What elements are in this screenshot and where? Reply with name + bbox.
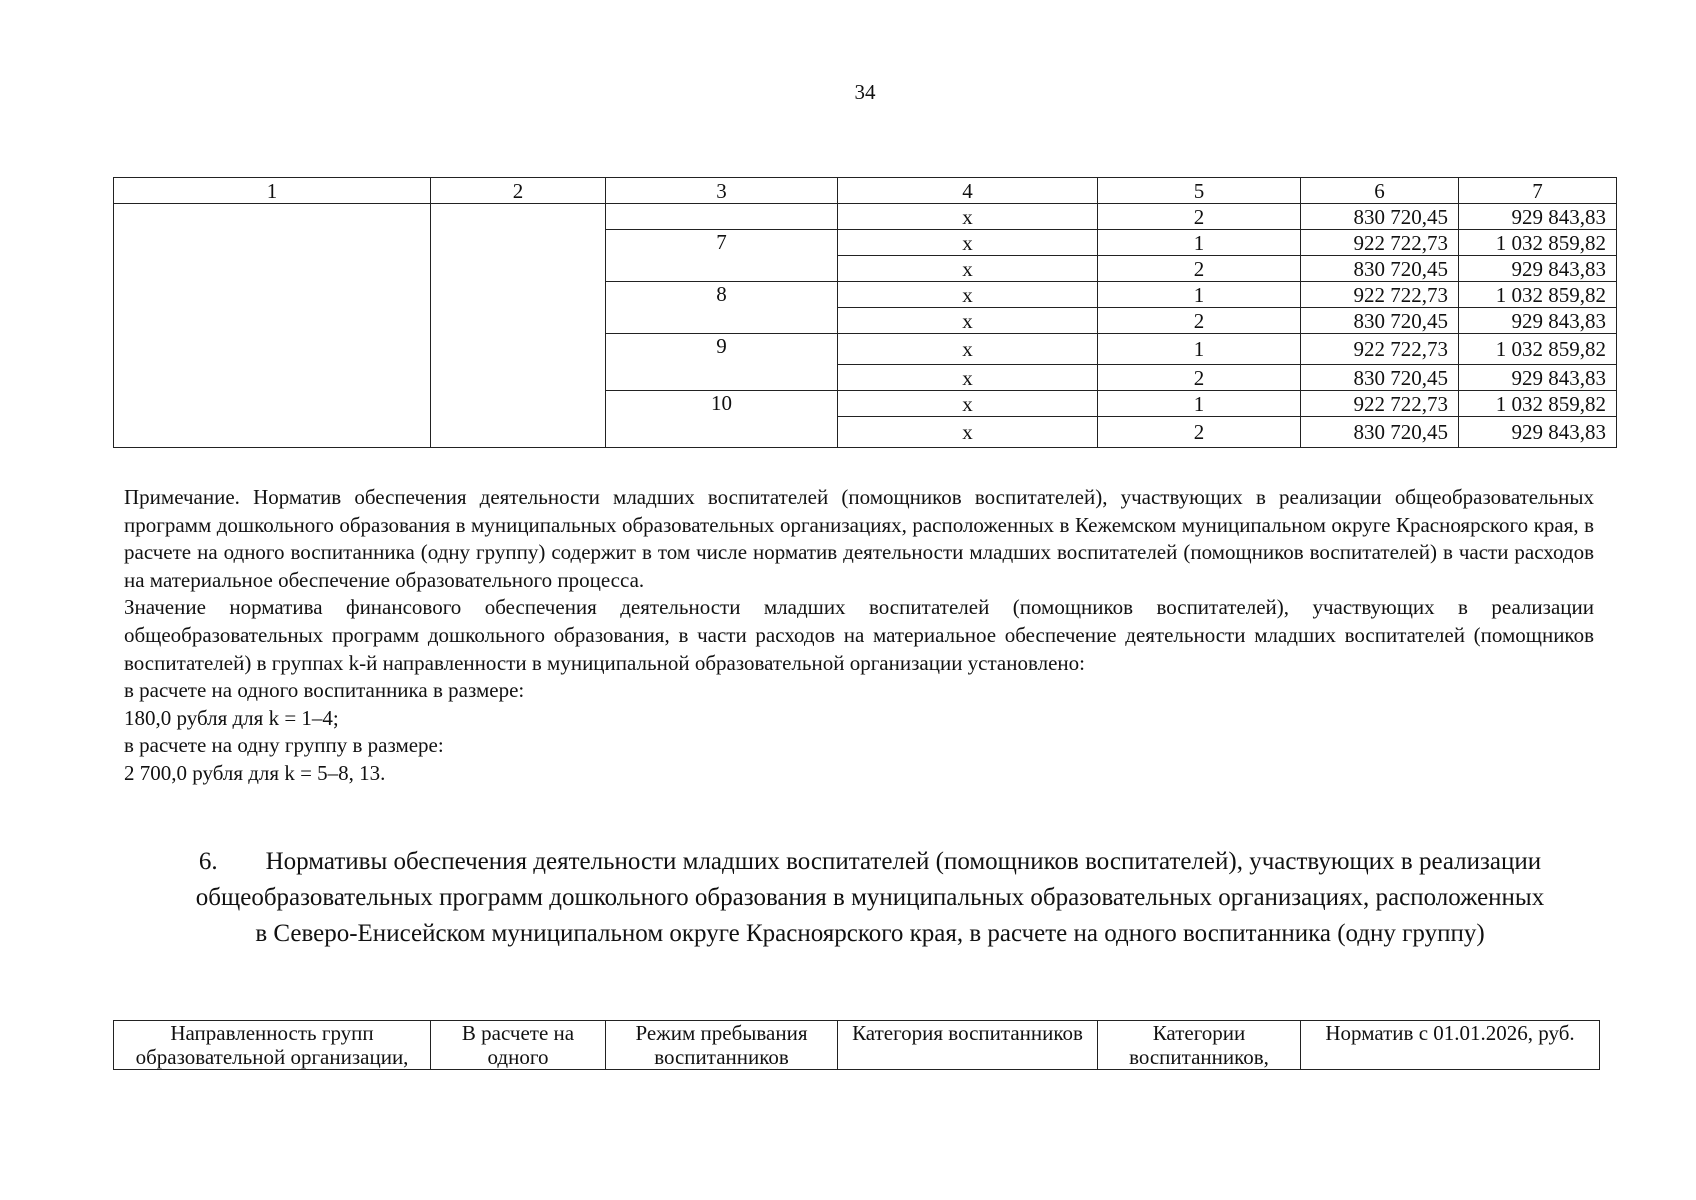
header-category: Категория воспитанников xyxy=(838,1021,1098,1070)
category-cell: x xyxy=(838,230,1098,256)
note-line: 180,0 рубля для k = 1–4; xyxy=(124,705,339,730)
column-number-cell: 2 xyxy=(431,178,606,204)
value-cell: 830 720,45 xyxy=(1301,308,1459,334)
category-cell: x xyxy=(838,391,1098,417)
column-number-cell: 1 xyxy=(114,178,431,204)
value-cell: 1 032 859,82 xyxy=(1459,391,1617,417)
note-line: в расчете на одного воспитанника в размере: xyxy=(124,678,525,703)
column-number-cell: 5 xyxy=(1098,178,1301,204)
subcategory-cell: 2 xyxy=(1098,204,1301,230)
note-block xyxy=(124,484,1594,788)
note-line: в расчете на одну группу в размере: xyxy=(124,733,444,758)
column-number-cell: 7 xyxy=(1459,178,1617,204)
category-cell: x xyxy=(838,256,1098,282)
column-number-cell: 4 xyxy=(838,178,1098,204)
table-header-row xyxy=(114,178,1617,204)
header-group-focus: Направленность групп образовательной организации, xyxy=(114,1021,431,1070)
header-norm-2026: Норматив с 01.01.2026, руб. xyxy=(1301,1021,1600,1070)
stay-mode-cell: 9 xyxy=(606,334,838,391)
value-cell: 929 843,83 xyxy=(1459,204,1617,230)
stay-mode-cell: 10 xyxy=(606,391,838,448)
note-line: 2 700,0 рубля для k = 5–8, 13. xyxy=(124,760,386,785)
subcategory-cell: 1 xyxy=(1098,334,1301,365)
subcategory-cell: 1 xyxy=(1098,282,1301,308)
value-cell: 1 032 859,82 xyxy=(1459,230,1617,256)
stay-mode-cell: 8 xyxy=(606,282,838,334)
value-cell: 922 722,73 xyxy=(1301,391,1459,417)
section-title: Нормативы обеспечения деятельности младших воспитателей (помощников воспитателей), участвующих в реализации общеобразовательных программ дошкольного образования в муниципальных образовательных организациях, расположенных в Северо-Енисейском муниципальном округе Красноярского края, в расчете на одного воспитанника (одну группу) xyxy=(195,848,1545,947)
value-cell: 929 843,83 xyxy=(1459,417,1617,448)
category-cell: x xyxy=(838,365,1098,391)
subcategory-cell: 1 xyxy=(1098,230,1301,256)
column-number-cell: 6 xyxy=(1301,178,1459,204)
value-cell: 830 720,45 xyxy=(1301,256,1459,282)
header-per-unit: В расчете на одного xyxy=(431,1021,606,1070)
value-cell: 929 843,83 xyxy=(1459,256,1617,282)
category-cell: x xyxy=(838,282,1098,308)
value-cell: 1 032 859,82 xyxy=(1459,282,1617,308)
value-cell: 922 722,73 xyxy=(1301,230,1459,256)
section-heading xyxy=(190,844,1550,952)
subcategory-cell: 2 xyxy=(1098,365,1301,391)
category-cell: x xyxy=(838,334,1098,365)
subcategory-cell: 2 xyxy=(1098,256,1301,282)
subcategory-cell: 2 xyxy=(1098,417,1301,448)
value-cell: 922 722,73 xyxy=(1301,282,1459,308)
value-cell: 929 843,83 xyxy=(1459,365,1617,391)
norms-table-header xyxy=(113,1020,1600,1070)
subcategory-cell: 1 xyxy=(1098,391,1301,417)
table-header-row xyxy=(114,1021,1600,1070)
value-cell: 830 720,45 xyxy=(1301,365,1459,391)
page-number: 34 xyxy=(854,80,876,104)
header-categories: Категории воспитанников, xyxy=(1098,1021,1301,1070)
category-cell: x xyxy=(838,308,1098,334)
section-number: 6. xyxy=(198,848,218,875)
header-stay-mode: Режим пребывания воспитанников xyxy=(606,1021,838,1070)
stay-mode-cell: 7 xyxy=(606,230,838,282)
group-focus-cell xyxy=(114,204,431,448)
category-cell: x xyxy=(838,417,1098,448)
norms-table-continuation xyxy=(113,177,1617,448)
value-cell: 830 720,45 xyxy=(1301,204,1459,230)
note-paragraph: Значение норматива финансового обеспечения деятельности младших воспитателей (помощников воспитателей), участвующих в реализации общеобразовательных программ дошкольного образования, в части расходов на материальное обеспечение деятельности младших воспитателей (помощников воспитателей) в группах k-й направленности в муниципальной образовательной организации установлено: xyxy=(124,595,1594,675)
category-cell: x xyxy=(838,204,1098,230)
value-cell: 922 722,73 xyxy=(1301,334,1459,365)
value-cell: 929 843,83 xyxy=(1459,308,1617,334)
table-row xyxy=(114,204,1617,230)
subcategory-cell: 2 xyxy=(1098,308,1301,334)
per-unit-cell xyxy=(431,204,606,448)
stay-mode-cell xyxy=(606,204,838,230)
note-paragraph: Примечание. Норматив обеспечения деятельности младших воспитателей (помощников воспитателей), участвующих в реализации общеобразовательных программ дошкольного образования в муниципальных образовательных организациях, расположенных в Кежемском муниципальном округе Красноярского края, в расчете на одного воспитанника (одну группу) содержит в том числе норматив деятельности младших воспитателей (помощников воспитателей) в части расходов на материальное обеспечение образовательного процесса. xyxy=(124,485,1594,592)
value-cell: 1 032 859,82 xyxy=(1459,334,1617,365)
value-cell: 830 720,45 xyxy=(1301,417,1459,448)
column-number-cell: 3 xyxy=(606,178,838,204)
